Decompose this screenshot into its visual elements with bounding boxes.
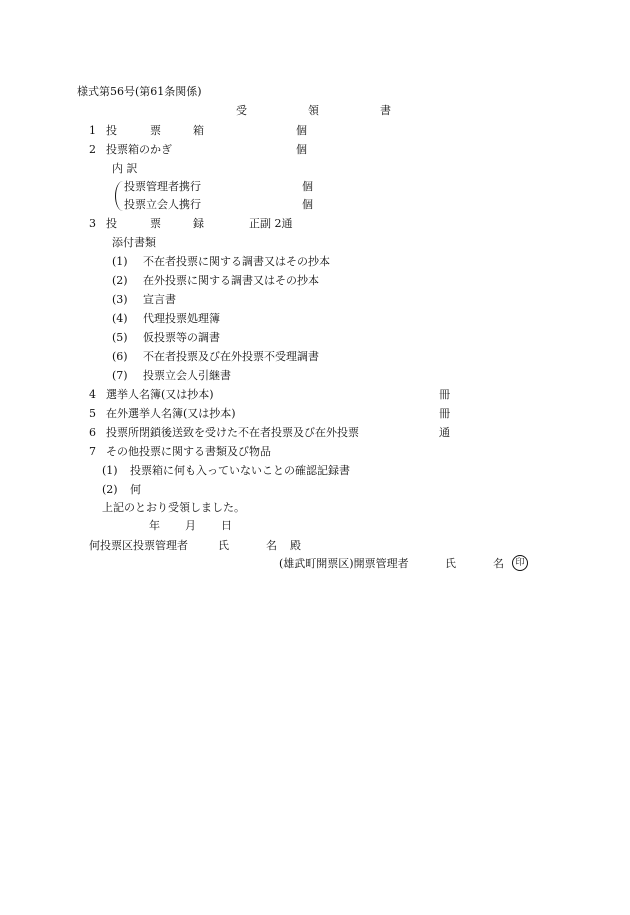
- item-4-number: 4: [89, 388, 96, 401]
- item-7-sub-1-text: 投票箱に何も入っていないことの確認記録書: [130, 464, 350, 477]
- item-3-number: 3: [89, 217, 96, 230]
- recipient-dono: 殿: [290, 539, 301, 552]
- breakdown-row-2-unit: 個: [302, 198, 313, 211]
- recipient-role: 何投票区投票管理者: [89, 539, 188, 552]
- attachment-5-number: (5): [112, 331, 128, 344]
- attachment-4-number: (4): [112, 312, 128, 325]
- item-1-label-char-2: 票: [150, 124, 161, 137]
- item-7-sub-2-number: (2): [102, 483, 118, 496]
- attachment-4-text: 代理投票処理簿: [143, 312, 220, 325]
- item-7-number: 7: [89, 445, 96, 458]
- date-month: 月: [185, 519, 196, 532]
- title-char-1: 受: [236, 104, 247, 117]
- item-7-sub-2-text: 何: [130, 483, 141, 496]
- attachment-6-number: (6): [112, 350, 128, 363]
- item-3-label-char-1: 投: [106, 217, 117, 230]
- receipt-statement: 上記のとおり受領しました。: [102, 501, 245, 514]
- issuer-mei: 名: [493, 557, 504, 570]
- issuer-shi: 氏: [445, 557, 456, 570]
- item-2-number: 2: [89, 143, 96, 156]
- date-day: 日: [221, 519, 232, 532]
- item-3-label-char-3: 録: [193, 217, 204, 230]
- title-char-2: 領: [308, 104, 319, 117]
- issuer-role: (雄武町開票区)開票管理者: [279, 557, 409, 570]
- breakdown-row-2-label: 投票立会人携行: [124, 198, 201, 211]
- breakdown-row-1-unit: 個: [302, 180, 313, 193]
- item-5-number: 5: [89, 407, 96, 420]
- date-year: 年: [149, 519, 160, 532]
- item-2-label: 投票箱のかぎ: [106, 143, 172, 156]
- attachment-2-text: 在外投票に関する調書又はその抄本: [143, 274, 319, 287]
- breakdown-row-1-label: 投票管理者携行: [124, 180, 201, 193]
- form-number: 様式第56号(第61条関係): [77, 85, 202, 98]
- item-1-label-char-1: 投: [106, 124, 117, 137]
- item-1-label-char-3: 箱: [193, 124, 204, 137]
- attachment-7-text: 投票立会人引継書: [143, 369, 231, 382]
- attachment-3-text: 宣言書: [143, 293, 176, 306]
- item-3-label-char-2: 票: [150, 217, 161, 230]
- recipient-shi: 氏: [218, 539, 229, 552]
- breakdown-brace: [115, 181, 124, 211]
- item-5-unit: 冊: [439, 407, 450, 420]
- attachment-1-text: 不在者投票に関する調書又はその抄本: [143, 255, 330, 268]
- attachment-5-text: 仮投票等の調書: [143, 331, 220, 344]
- item-4-label: 選挙人名簿(又は抄本): [106, 388, 214, 401]
- recipient-mei: 名: [266, 539, 277, 552]
- attachment-7-number: (7): [112, 369, 128, 382]
- seal-mark: 印: [512, 555, 528, 571]
- attachment-3-number: (3): [112, 293, 128, 306]
- breakdown-label: 内 訳: [112, 162, 138, 175]
- item-5-label: 在外選挙人名簿(又は抄本): [106, 407, 236, 420]
- item-7-sub-1-number: (1): [102, 464, 118, 477]
- item-1-unit: 個: [296, 124, 307, 137]
- item-6-unit: 通: [439, 426, 450, 439]
- item-6-label: 投票所閉鎖後送致を受けた不在者投票及び在外投票: [106, 426, 359, 439]
- attachment-1-number: (1): [112, 255, 128, 268]
- attachment-2-number: (2): [112, 274, 128, 287]
- title-char-3: 書: [380, 104, 391, 117]
- item-7-label: その他投票に関する書類及び物品: [106, 445, 271, 458]
- item-6-number: 6: [89, 426, 96, 439]
- item-4-unit: 冊: [439, 388, 450, 401]
- attachment-6-text: 不在者投票及び在外投票不受理調書: [143, 350, 319, 363]
- item-2-unit: 個: [296, 143, 307, 156]
- attachments-label: 添付書類: [112, 236, 156, 249]
- item-1-number: 1: [89, 124, 96, 137]
- item-3-copies: 正副 2通: [249, 217, 293, 230]
